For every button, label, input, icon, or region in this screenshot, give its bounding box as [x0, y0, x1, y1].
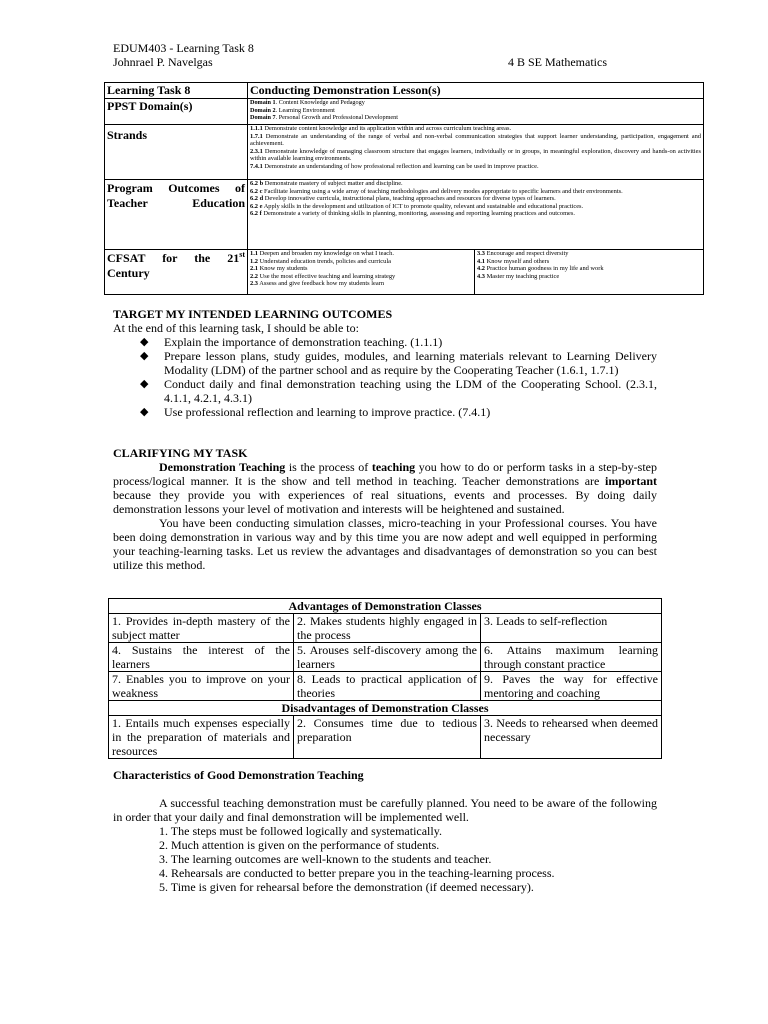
cfsat-item: 3.3 Encourage and respect diversity	[477, 250, 569, 257]
course-task-title: EDUM403 - Learning Task 8	[113, 41, 254, 55]
outcomes-label: Program Outcomes of Teacher Education	[105, 180, 248, 250]
cfsat-label: CFSAT for the 21st Century	[105, 250, 248, 295]
outcome-bullet-item: ◆ Explain the importance of demonstration teaching. (1.1.1)	[140, 335, 443, 349]
clarify-paragraph-2: You have been conducting simulation classes, micro-teaching in your Professional courses. You have been doing demonstration in various way and by this time you are now adept and well equipped in performing your teaching-learning tasks. Let us review the advantages and disadvantages of demonstration so you can best utilize this method.	[113, 516, 657, 572]
advantage-cell: 8. Leads to practical application of theories	[294, 672, 481, 701]
cfsat-item: 4.3 Master my teaching practice	[477, 272, 560, 280]
cfsat-item: 2.2 Use the most effective teaching and learning strategy	[250, 272, 396, 280]
strand-item: 1.1.1 Demonstrate content knowledge and its application within and across curriculum teaching areas.	[250, 125, 512, 132]
advantage-cell: 4. Sustains the interest of the learners	[109, 643, 294, 672]
disadvantage-cell: 1. Entails much expenses especially in the preparation of materials and resources	[109, 716, 294, 759]
advantages-header: Advantages of Demonstration Classes	[109, 599, 662, 614]
characteristic-item: 2. Much attention is given on the performance of students.	[159, 838, 440, 852]
domain-item: Domain 2. Learning Environment	[250, 106, 335, 114]
characteristics-heading: Characteristics of Good Demonstration Teaching	[113, 768, 364, 782]
characteristics-section	[113, 768, 657, 894]
cfsat-item: 1.1 Deepen and broaden my knowledge on what I teach.	[250, 250, 394, 257]
outcomes-intro: At the end of this learning task, I should be able to:	[113, 321, 359, 335]
clarify-heading: CLARIFYING MY TASK	[113, 446, 248, 460]
outcome-item: 6.2 f Demonstrate a variety of thinking skills in planning, monitoring, assessing and reporting learning practices and outcomes.	[250, 210, 575, 217]
characteristic-item: 1. The steps must be followed logically and systematically.	[159, 824, 442, 838]
advantage-cell: 6. Attains maximum learning through constant practice	[481, 643, 662, 672]
characteristic-item: 3. The learning outcomes are well-known to the students and teacher.	[159, 852, 492, 866]
task-title: Conducting Demonstration Lesson(s)	[248, 83, 704, 99]
task-info-table	[104, 82, 704, 295]
domain-list	[248, 99, 704, 125]
advantage-cell: 3. Leads to self-reflection	[481, 614, 662, 643]
task-label: Learning Task 8	[105, 83, 248, 99]
outcome-item: 6.2 c Facilitate learning using a wide array of teaching methodologies and delivery modes appropriate to specific learners and their environments.	[250, 187, 623, 195]
diamond-bullet-icon: ◆	[140, 406, 149, 418]
outcome-bullet-item: ◆ Conduct daily and final demonstration teaching using the LDM of the Cooperating School. (2.3.1, 4.1.1, 4.2.1, 4.3.1)	[140, 377, 657, 405]
cfsat-right-list	[475, 250, 704, 295]
outcomes-heading: TARGET MY INTENDED LEARNING OUTCOMES	[113, 307, 393, 321]
characteristic-item: 4. Rehearsals are conducted to better prepare you in the teaching-learning process.	[159, 866, 555, 880]
disadvantage-cell: 3. Needs to rehearsed when deemed necessary	[481, 716, 662, 759]
ppst-label: PPST Domain(s)	[105, 99, 248, 125]
characteristics-intro: A successful teaching demonstration must be carefully planned. You need to be aware of the following in order that your daily and final demonstration will be implemented well.	[113, 796, 657, 824]
clarify-section	[113, 446, 657, 572]
outcomes-list	[248, 180, 704, 250]
cfsat-item: 4.2 Practice human goodness in my life and work	[477, 265, 604, 272]
diamond-bullet-icon: ◆	[140, 350, 149, 362]
author-name: Johnrael P. Navelgas	[113, 55, 213, 69]
advantages-table	[108, 598, 662, 759]
strand-item: 7.4.1 Demonstrate an understanding of how professional reflection and learning can be used in improve practice.	[250, 162, 539, 170]
cfsat-item: 1.2 Understand education trends, policies and curricula	[250, 257, 391, 265]
cfsat-item: 4.1 Know myself and others	[477, 257, 550, 265]
disadvantages-header: Disadvantages of Demonstration Classes	[109, 701, 662, 716]
advantage-cell: 5. Arouses self-discovery among the learners	[294, 643, 481, 672]
advantage-cell: 9. Paves the way for effective mentoring and coaching	[481, 672, 662, 701]
outcome-item: 6.2 b Demonstrate mastery of subject matter and discipline.	[250, 180, 403, 187]
clarify-paragraph-1: Demonstration Teaching is the process of teaching you how to do or perform tasks in a step-by-step process/logical manner. It is the show and tell method in teaching. Teacher demonstrations are important because they provide you with experiences of real situations, events and processes. By doing daily demonstration lessons your level of motivation and interests will be heightened and sustained.	[113, 460, 657, 516]
domain-item: Domain 7. Personal Growth and Professional Development	[250, 114, 398, 122]
outcome-bullet-item: ◆ Prepare lesson plans, study guides, modules, and learning materials relevant to Learning Delivery Modality (LDM) of the partner school and as require by the Cooperating Teacher (1.6.1, 1.7.1)	[140, 349, 657, 377]
strands-label: Strands	[105, 125, 248, 180]
strand-item: 2.3.1 Demonstrate knowledge of managing classroom structure that engages learners, individually or in groups, in meaningful exploration, discovery and hands-on activities within available learning environments.	[250, 147, 701, 162]
diamond-bullet-icon: ◆	[140, 336, 149, 348]
characteristic-item: 5. Time is given for rehearsal before the demonstration (if deemed necessary).	[159, 880, 534, 894]
outcome-item: 6.2 e Apply skills in the development and utilization of ICT to promote quality, relevant and sustainable and educational practices.	[250, 202, 584, 210]
outcome-bullet-item: ◆ Use professional reflection and learning to improve practice. (7.4.1)	[140, 405, 491, 419]
outcomes-list	[140, 335, 657, 419]
strands-list	[248, 125, 704, 180]
outcome-item: 6.2 d Develop innovative curricula, instructional plans, teaching approaches and resources for diverse types of learners.	[250, 195, 556, 202]
outcomes-section	[113, 307, 657, 419]
disadvantage-cell: 2. Consumes time due to tedious preparation	[294, 716, 481, 759]
cfsat-item: 2.3 Assess and give feedback how my students learn	[250, 280, 385, 287]
cfsat-item: 2.1 Know my students	[250, 265, 308, 272]
domain-item: Domain 1. Content Knowledge and Pedagogy	[250, 99, 365, 106]
characteristics-list	[113, 824, 657, 894]
advantage-cell: 7. Enables you to improve on your weakness	[109, 672, 294, 701]
strand-item: 1.7.1 Demonstrate an understanding of the range of verbal and non-verbal communication strategies that support learner understanding, participation, engagement and achievement.	[250, 132, 701, 147]
advantage-cell: 2. Makes students highly engaged in the process	[294, 614, 481, 643]
section-name: 4 B SE Mathematics	[508, 55, 607, 69]
cfsat-left-list	[248, 250, 475, 295]
diamond-bullet-icon: ◆	[140, 378, 149, 390]
advantage-cell: 1. Provides in-depth mastery of the subject matter	[109, 614, 294, 643]
